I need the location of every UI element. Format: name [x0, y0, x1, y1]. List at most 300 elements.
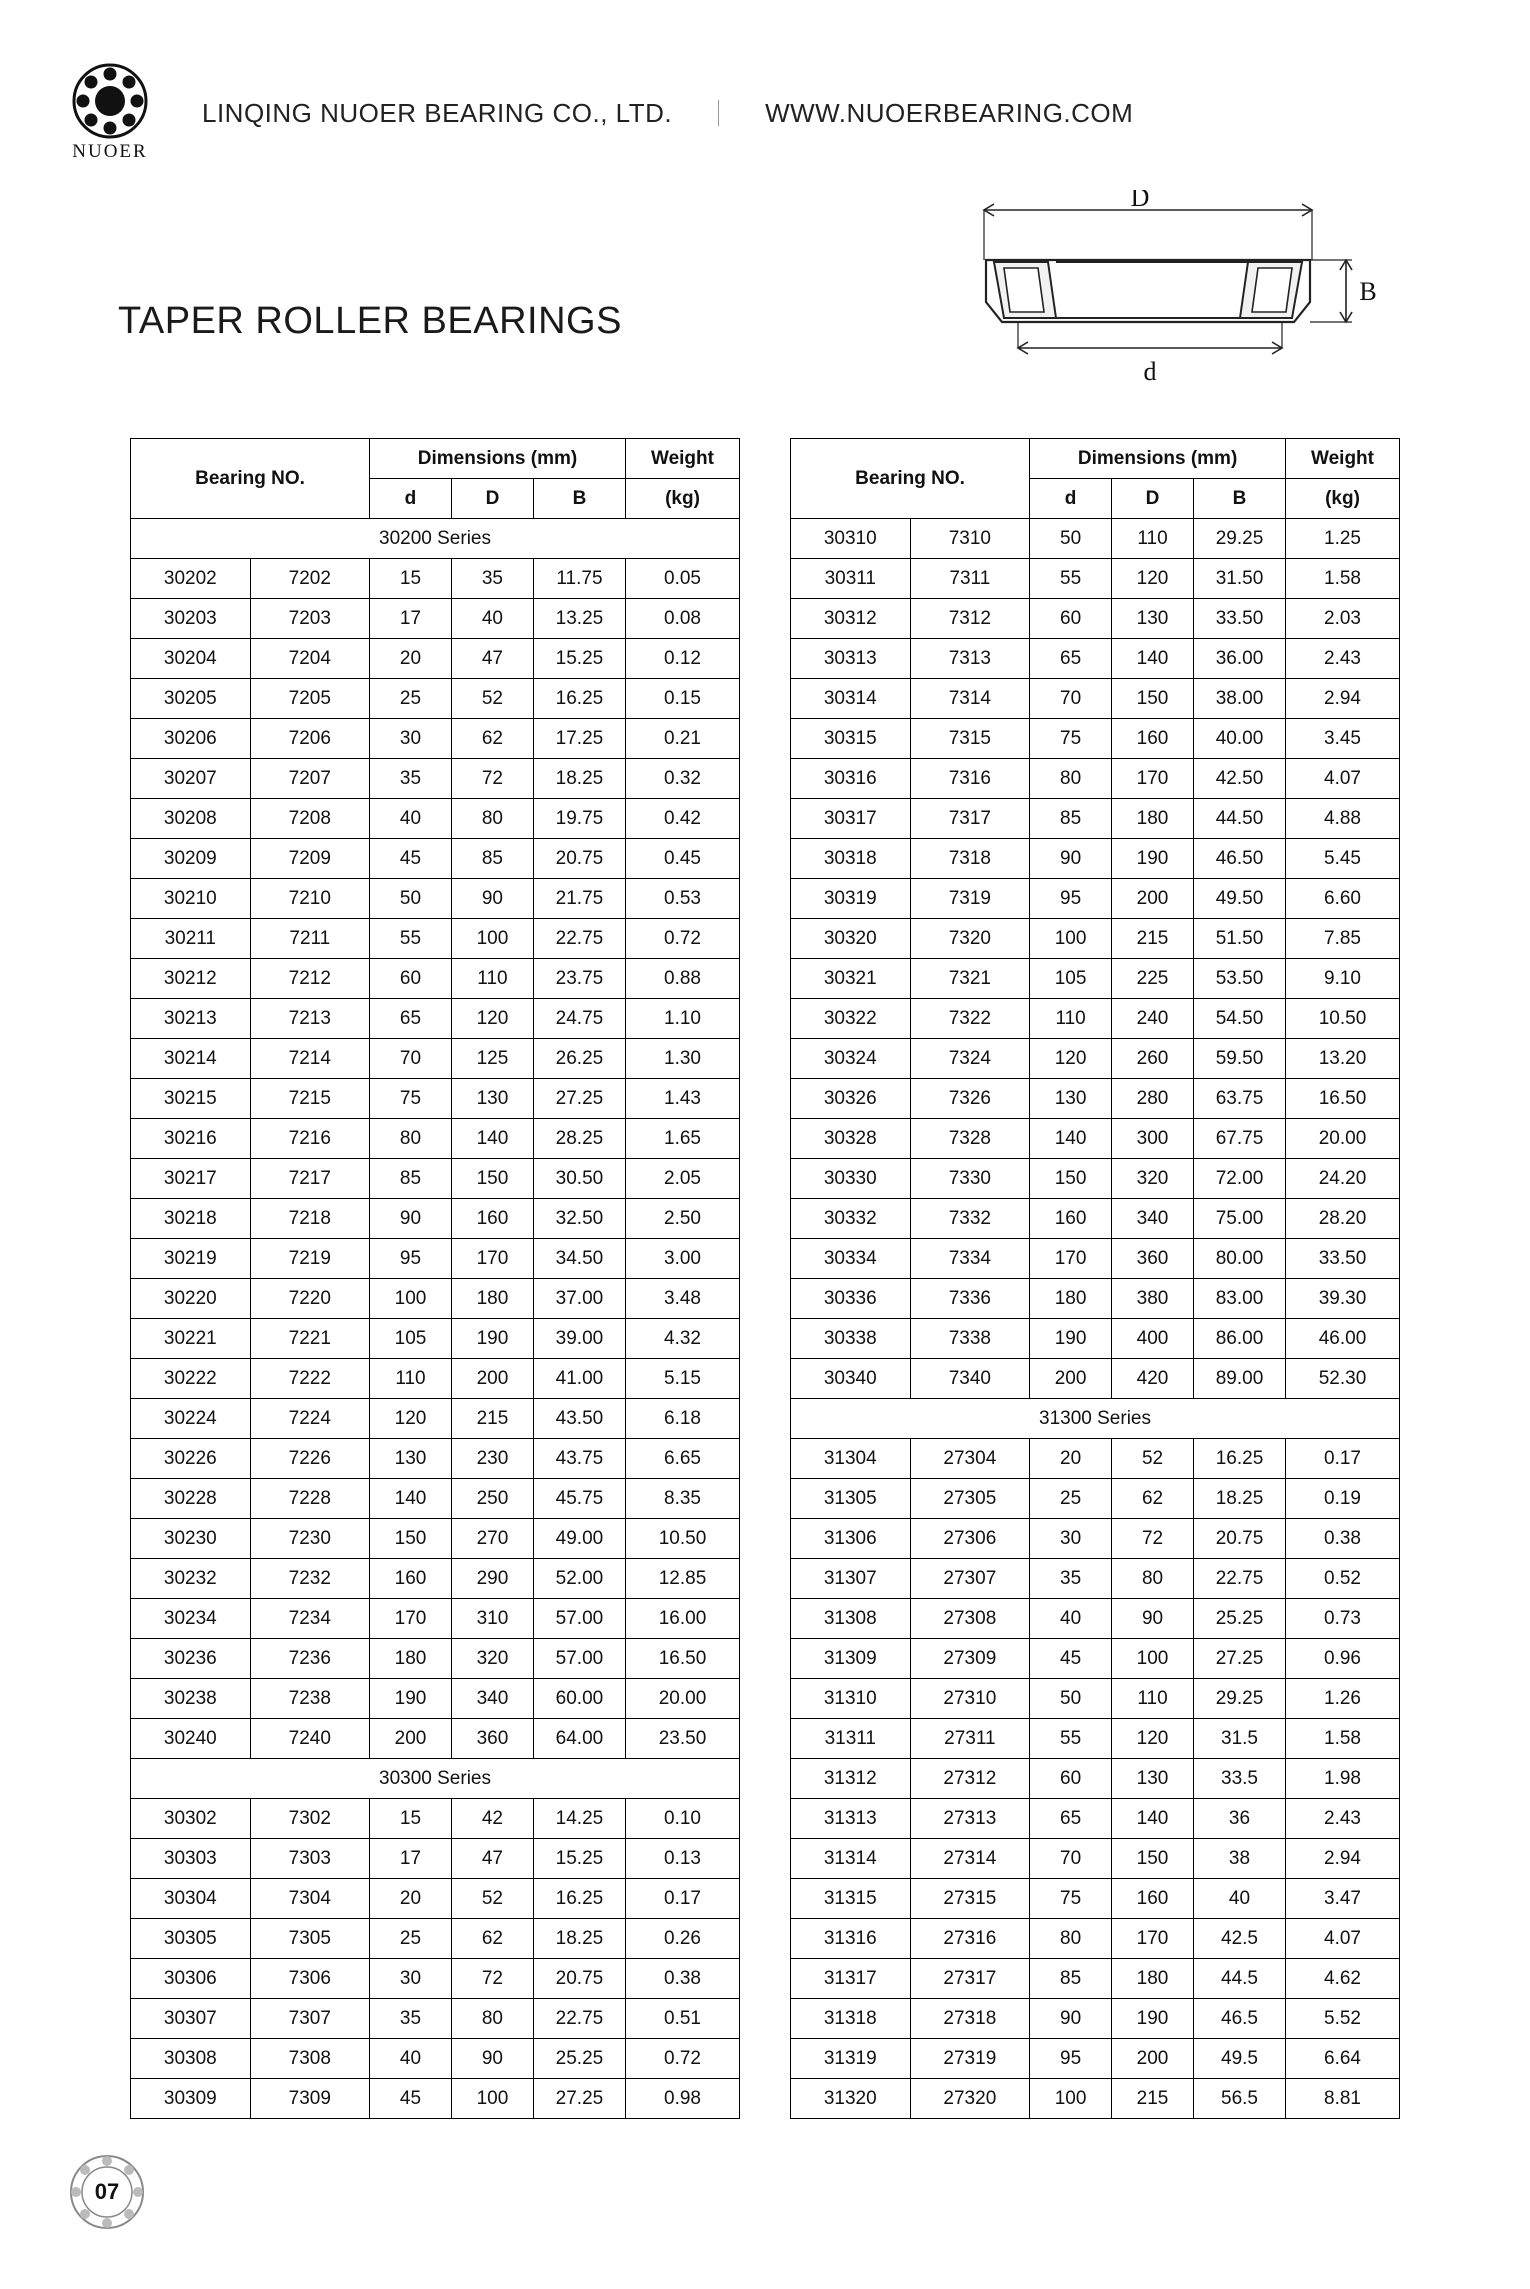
table-row	[791, 2079, 1400, 2119]
table-row	[131, 1719, 740, 1759]
table-cell: 6.18	[625, 1399, 739, 1439]
table-cell: 4.32	[625, 1319, 739, 1359]
table-cell: 140	[370, 1479, 452, 1519]
diagram-label-B: B	[1359, 277, 1377, 306]
table-cell: 260	[1112, 1039, 1194, 1079]
table-cell: 7215	[250, 1079, 369, 1119]
table-cell: 46.50	[1193, 839, 1285, 879]
table-cell: 2.43	[1286, 1799, 1400, 1839]
table-cell: 8.81	[1286, 2079, 1400, 2119]
table-cell: 60	[370, 959, 452, 999]
table-cell: 130	[370, 1439, 452, 1479]
table-cell: 40	[370, 2039, 452, 2079]
table-cell: 215	[1112, 2079, 1194, 2119]
table-cell: 49.00	[533, 1519, 625, 1559]
table-cell: 35	[451, 559, 533, 599]
table-cell: 7326	[910, 1079, 1030, 1119]
table-cell: 40	[1030, 1599, 1112, 1639]
page-footer	[68, 2153, 146, 2231]
table-cell: 30340	[791, 1359, 911, 1399]
table-cell: 39.00	[533, 1319, 625, 1359]
table-row	[131, 999, 740, 1039]
table-cell: 52.30	[1286, 1359, 1400, 1399]
table-cell: 51.50	[1193, 919, 1285, 959]
table-cell: 400	[1112, 1319, 1194, 1359]
table-cell: 1.58	[1286, 1719, 1400, 1759]
table-cell: 170	[1112, 1919, 1194, 1959]
table-cell: 30334	[791, 1239, 911, 1279]
table-cell: 140	[1112, 639, 1194, 679]
table-row	[131, 679, 740, 719]
table-cell: 7330	[910, 1159, 1030, 1199]
table-cell: 90	[451, 879, 533, 919]
table-cell: 200	[1112, 2039, 1194, 2079]
table-row	[791, 1799, 1400, 1839]
table-cell: 16.25	[533, 1879, 625, 1919]
table-row	[131, 1959, 740, 1999]
table-cell: 31317	[791, 1959, 911, 1999]
header-d: d	[1030, 479, 1112, 519]
bearing-logo-icon	[72, 63, 148, 139]
table-cell: 7315	[910, 719, 1030, 759]
table-cell: 31315	[791, 1879, 911, 1919]
table-cell: 4.88	[1286, 799, 1400, 839]
table-cell: 23.50	[625, 1719, 739, 1759]
table-cell: 35	[1030, 1559, 1112, 1599]
table-cell: 20	[370, 639, 452, 679]
table-cell: 50	[1030, 1679, 1112, 1719]
table-cell: 56.5	[1193, 2079, 1285, 2119]
table-cell: 20.75	[533, 839, 625, 879]
table-row	[131, 1919, 740, 1959]
table-cell: 43.75	[533, 1439, 625, 1479]
table-row	[791, 919, 1400, 959]
table-cell: 10.50	[625, 1519, 739, 1559]
table-cell: 30216	[131, 1119, 251, 1159]
table-cell: 290	[451, 1559, 533, 1599]
table-cell: 83.00	[1193, 1279, 1285, 1319]
table-cell: 230	[451, 1439, 533, 1479]
table-cell: 7232	[250, 1559, 369, 1599]
table-cell: 120	[1030, 1039, 1112, 1079]
table-cell: 340	[451, 1679, 533, 1719]
table-cell: 100	[451, 919, 533, 959]
table-cell: 33.5	[1193, 1759, 1285, 1799]
table-cell: 0.05	[625, 559, 739, 599]
table-cell: 3.47	[1286, 1879, 1400, 1919]
table-cell: 0.21	[625, 719, 739, 759]
table-header-row	[131, 439, 740, 479]
table-cell: 7302	[250, 1799, 369, 1839]
table-cell: 20.75	[1193, 1519, 1285, 1559]
table-row	[791, 959, 1400, 999]
table-cell: 30315	[791, 719, 911, 759]
table-cell: 0.98	[625, 2079, 739, 2119]
right-table-wrapper	[790, 438, 1400, 2119]
table-cell: 4.07	[1286, 1919, 1400, 1959]
table-cell: 25	[1030, 1479, 1112, 1519]
table-cell: 25.25	[533, 2039, 625, 2079]
table-cell: 50	[1030, 519, 1112, 559]
table-cell: 0.72	[625, 919, 739, 959]
table-row	[131, 1199, 740, 1239]
table-cell: 170	[1030, 1239, 1112, 1279]
series-heading: 31300 Series	[791, 1399, 1400, 1439]
header-D: D	[1112, 479, 1194, 519]
table-cell: 3.48	[625, 1279, 739, 1319]
table-cell: 320	[1112, 1159, 1194, 1199]
table-cell: 20.00	[1286, 1119, 1400, 1159]
table-cell: 52	[1112, 1439, 1194, 1479]
table-cell: 7316	[910, 759, 1030, 799]
table-cell: 31308	[791, 1599, 911, 1639]
table-cell: 420	[1112, 1359, 1194, 1399]
table-row	[131, 1279, 740, 1319]
table-cell: 30304	[131, 1879, 251, 1919]
header-divider	[718, 100, 719, 126]
table-cell: 27.25	[533, 2079, 625, 2119]
table-cell: 7311	[910, 559, 1030, 599]
table-cell: 31319	[791, 2039, 911, 2079]
table-cell: 30	[370, 719, 452, 759]
header-B: B	[1193, 479, 1285, 519]
table-row	[131, 1359, 740, 1399]
table-cell: 100	[370, 1279, 452, 1319]
table-cell: 30224	[131, 1399, 251, 1439]
table-cell: 30228	[131, 1479, 251, 1519]
table-cell: 0.52	[1286, 1559, 1400, 1599]
table-cell: 47	[451, 1839, 533, 1879]
table-cell: 7308	[250, 2039, 369, 2079]
table-row	[131, 1879, 740, 1919]
table-cell: 95	[370, 1239, 452, 1279]
table-cell: 30309	[131, 2079, 251, 2119]
table-row	[131, 1639, 740, 1679]
table-cell: 31316	[791, 1919, 911, 1959]
table-row	[791, 799, 1400, 839]
table-cell: 380	[1112, 1279, 1194, 1319]
table-cell: 180	[1112, 799, 1194, 839]
table-cell: 30203	[131, 599, 251, 639]
table-cell: 7217	[250, 1159, 369, 1199]
header-dimensions: Dimensions (mm)	[370, 439, 626, 479]
table-cell: 18.25	[1193, 1479, 1285, 1519]
table-cell: 27317	[910, 1959, 1030, 1999]
table-cell: 27319	[910, 2039, 1030, 2079]
table-cell: 8.35	[625, 1479, 739, 1519]
table-cell: 0.12	[625, 639, 739, 679]
table-cell: 30318	[791, 839, 911, 879]
header-weight: Weight	[1286, 439, 1400, 479]
table-cell: 75	[370, 1079, 452, 1119]
table-cell: 30208	[131, 799, 251, 839]
table-cell: 7226	[250, 1439, 369, 1479]
table-cell: 90	[1112, 1599, 1194, 1639]
table-cell: 7219	[250, 1239, 369, 1279]
table-cell: 31.5	[1193, 1719, 1285, 1759]
table-cell: 30213	[131, 999, 251, 1039]
table-row	[131, 1519, 740, 1559]
table-cell: 22.75	[533, 1999, 625, 2039]
table-cell: 7204	[250, 639, 369, 679]
right-spec-table	[790, 438, 1400, 2119]
table-row	[791, 759, 1400, 799]
table-cell: 130	[1030, 1079, 1112, 1119]
table-cell: 30302	[131, 1799, 251, 1839]
table-row	[791, 999, 1400, 1039]
table-cell: 7324	[910, 1039, 1030, 1079]
table-cell: 27.25	[533, 1079, 625, 1119]
table-cell: 30332	[791, 1199, 911, 1239]
table-cell: 14.25	[533, 1799, 625, 1839]
table-cell: 15.25	[533, 1839, 625, 1879]
table-cell: 170	[1112, 759, 1194, 799]
table-cell: 53.50	[1193, 959, 1285, 999]
table-row	[131, 639, 740, 679]
table-cell: 11.75	[533, 559, 625, 599]
table-row	[791, 1759, 1400, 1799]
brand-name: NUOER	[72, 141, 148, 162]
table-cell: 25	[370, 1919, 452, 1959]
table-cell: 30240	[131, 1719, 251, 1759]
header-D: D	[451, 479, 533, 519]
table-cell: 89.00	[1193, 1359, 1285, 1399]
table-cell: 7321	[910, 959, 1030, 999]
table-cell: 30221	[131, 1319, 251, 1359]
table-cell: 30321	[791, 959, 911, 999]
series-heading-row	[791, 1399, 1400, 1439]
table-cell: 30311	[791, 559, 911, 599]
table-cell: 31306	[791, 1519, 911, 1559]
table-cell: 0.17	[625, 1879, 739, 1919]
table-cell: 16.50	[1286, 1079, 1400, 1119]
table-cell: 12.85	[625, 1559, 739, 1599]
table-cell: 47	[451, 639, 533, 679]
table-cell: 110	[1112, 1679, 1194, 1719]
table-row	[791, 1999, 1400, 2039]
table-cell: 30211	[131, 919, 251, 959]
table-row	[131, 1799, 740, 1839]
table-cell: 95	[1030, 2039, 1112, 2079]
table-row	[791, 1559, 1400, 1599]
table-cell: 19.75	[533, 799, 625, 839]
table-row	[131, 1999, 740, 2039]
table-cell: 5.15	[625, 1359, 739, 1399]
table-cell: 70	[370, 1039, 452, 1079]
table-cell: 2.94	[1286, 1839, 1400, 1879]
table-cell: 170	[370, 1599, 452, 1639]
table-cell: 100	[1030, 2079, 1112, 2119]
table-cell: 7340	[910, 1359, 1030, 1399]
table-cell: 30306	[131, 1959, 251, 1999]
table-cell: 20.75	[533, 1959, 625, 1999]
table-cell: 38.00	[1193, 679, 1285, 719]
table-cell: 60.00	[533, 1679, 625, 1719]
table-row	[791, 1319, 1400, 1359]
table-cell: 130	[1112, 599, 1194, 639]
table-cell: 30	[370, 1959, 452, 1999]
table-cell: 60	[1030, 599, 1112, 639]
table-cell: 30326	[791, 1079, 911, 1119]
table-cell: 7211	[250, 919, 369, 959]
table-cell: 30336	[791, 1279, 911, 1319]
table-cell: 120	[451, 999, 533, 1039]
table-cell: 180	[1112, 1959, 1194, 1999]
table-cell: 0.51	[625, 1999, 739, 2039]
table-cell: 6.64	[1286, 2039, 1400, 2079]
table-cell: 310	[451, 1599, 533, 1639]
table-cell: 110	[1030, 999, 1112, 1039]
table-row	[131, 1839, 740, 1879]
table-row	[791, 1239, 1400, 1279]
table-cell: 30220	[131, 1279, 251, 1319]
table-cell: 30234	[131, 1599, 251, 1639]
table-cell: 140	[451, 1119, 533, 1159]
table-cell: 7303	[250, 1839, 369, 1879]
table-cell: 27311	[910, 1719, 1030, 1759]
table-cell: 29.25	[1193, 519, 1285, 559]
table-cell: 160	[370, 1559, 452, 1599]
table-cell: 100	[451, 2079, 533, 2119]
table-row	[791, 2039, 1400, 2079]
table-cell: 5.52	[1286, 1999, 1400, 2039]
table-cell: 27305	[910, 1479, 1030, 1519]
table-cell: 30322	[791, 999, 911, 1039]
table-cell: 31313	[791, 1799, 911, 1839]
table-cell: 1.65	[625, 1119, 739, 1159]
table-row	[791, 1359, 1400, 1399]
table-cell: 7319	[910, 879, 1030, 919]
table-row	[131, 2079, 740, 2119]
table-cell: 46.00	[1286, 1319, 1400, 1359]
table-cell: 30324	[791, 1039, 911, 1079]
table-cell: 62	[451, 1919, 533, 1959]
table-row	[131, 1439, 740, 1479]
header-d: d	[370, 479, 452, 519]
table-cell: 160	[1112, 719, 1194, 759]
table-cell: 21.75	[533, 879, 625, 919]
table-row	[791, 1919, 1400, 1959]
table-cell: 30212	[131, 959, 251, 999]
table-row	[131, 1159, 740, 1199]
table-cell: 30310	[791, 519, 911, 559]
table-cell: 31307	[791, 1559, 911, 1599]
table-cell: 150	[451, 1159, 533, 1199]
table-row	[131, 1319, 740, 1359]
table-cell: 43.50	[533, 1399, 625, 1439]
table-cell: 27312	[910, 1759, 1030, 1799]
table-row	[131, 1079, 740, 1119]
left-table-wrapper	[130, 438, 740, 2119]
table-cell: 150	[1030, 1159, 1112, 1199]
table-cell: 55	[1030, 559, 1112, 599]
table-cell: 45	[370, 2079, 452, 2119]
table-cell: 130	[1112, 1759, 1194, 1799]
table-row	[791, 1639, 1400, 1679]
series-heading: 30300 Series	[131, 1759, 740, 1799]
table-cell: 4.62	[1286, 1959, 1400, 1999]
table-cell: 17.25	[533, 719, 625, 759]
table-cell: 0.32	[625, 759, 739, 799]
table-row	[791, 1599, 1400, 1639]
table-cell: 0.19	[1286, 1479, 1400, 1519]
table-cell: 30320	[791, 919, 911, 959]
table-cell: 7234	[250, 1599, 369, 1639]
table-cell: 0.73	[1286, 1599, 1400, 1639]
table-cell: 42.5	[1193, 1919, 1285, 1959]
table-cell: 7236	[250, 1639, 369, 1679]
table-row	[791, 1439, 1400, 1479]
table-row	[791, 1279, 1400, 1319]
table-cell: 46.5	[1193, 1999, 1285, 2039]
table-cell: 180	[370, 1639, 452, 1679]
table-cell: 49.50	[1193, 879, 1285, 919]
table-cell: 26.25	[533, 1039, 625, 1079]
table-cell: 30218	[131, 1199, 251, 1239]
table-cell: 7310	[910, 519, 1030, 559]
table-cell: 27318	[910, 1999, 1030, 2039]
table-cell: 37.00	[533, 1279, 625, 1319]
table-row	[131, 959, 740, 999]
table-cell: 52.00	[533, 1559, 625, 1599]
table-cell: 225	[1112, 959, 1194, 999]
table-cell: 29.25	[1193, 1679, 1285, 1719]
table-cell: 16.50	[625, 1639, 739, 1679]
table-cell: 1.10	[625, 999, 739, 1039]
table-cell: 23.75	[533, 959, 625, 999]
table-cell: 34.50	[533, 1239, 625, 1279]
table-cell: 7220	[250, 1279, 369, 1319]
table-cell: 63.75	[1193, 1079, 1285, 1119]
table-cell: 52	[451, 679, 533, 719]
table-cell: 13.20	[1286, 1039, 1400, 1079]
table-cell: 28.25	[533, 1119, 625, 1159]
table-cell: 31320	[791, 2079, 911, 2119]
table-cell: 60	[1030, 1759, 1112, 1799]
diagram-label-d: d	[1143, 357, 1157, 386]
table-cell: 72	[451, 1959, 533, 1999]
table-cell: 7240	[250, 1719, 369, 1759]
table-cell: 0.10	[625, 1799, 739, 1839]
table-cell: 80	[451, 799, 533, 839]
table-cell: 180	[1030, 1279, 1112, 1319]
table-cell: 17	[370, 1839, 452, 1879]
table-cell: 3.00	[625, 1239, 739, 1279]
table-cell: 30317	[791, 799, 911, 839]
table-row	[791, 1719, 1400, 1759]
header-B: B	[533, 479, 625, 519]
series-heading-row	[131, 1759, 740, 1799]
table-cell: 16.00	[625, 1599, 739, 1639]
table-cell: 5.45	[1286, 839, 1400, 879]
table-row	[131, 879, 740, 919]
table-cell: 85	[1030, 799, 1112, 839]
table-row	[791, 1959, 1400, 1999]
table-cell: 100	[1030, 919, 1112, 959]
table-cell: 0.45	[625, 839, 739, 879]
table-cell: 30312	[791, 599, 911, 639]
table-cell: 65	[370, 999, 452, 1039]
table-cell: 30308	[131, 2039, 251, 2079]
table-cell: 75	[1030, 1879, 1112, 1919]
table-cell: 7216	[250, 1119, 369, 1159]
table-cell: 30307	[131, 1999, 251, 2039]
table-cell: 40	[451, 599, 533, 639]
table-cell: 7228	[250, 1479, 369, 1519]
table-cell: 200	[1112, 879, 1194, 919]
table-cell: 200	[370, 1719, 452, 1759]
table-cell: 7214	[250, 1039, 369, 1079]
